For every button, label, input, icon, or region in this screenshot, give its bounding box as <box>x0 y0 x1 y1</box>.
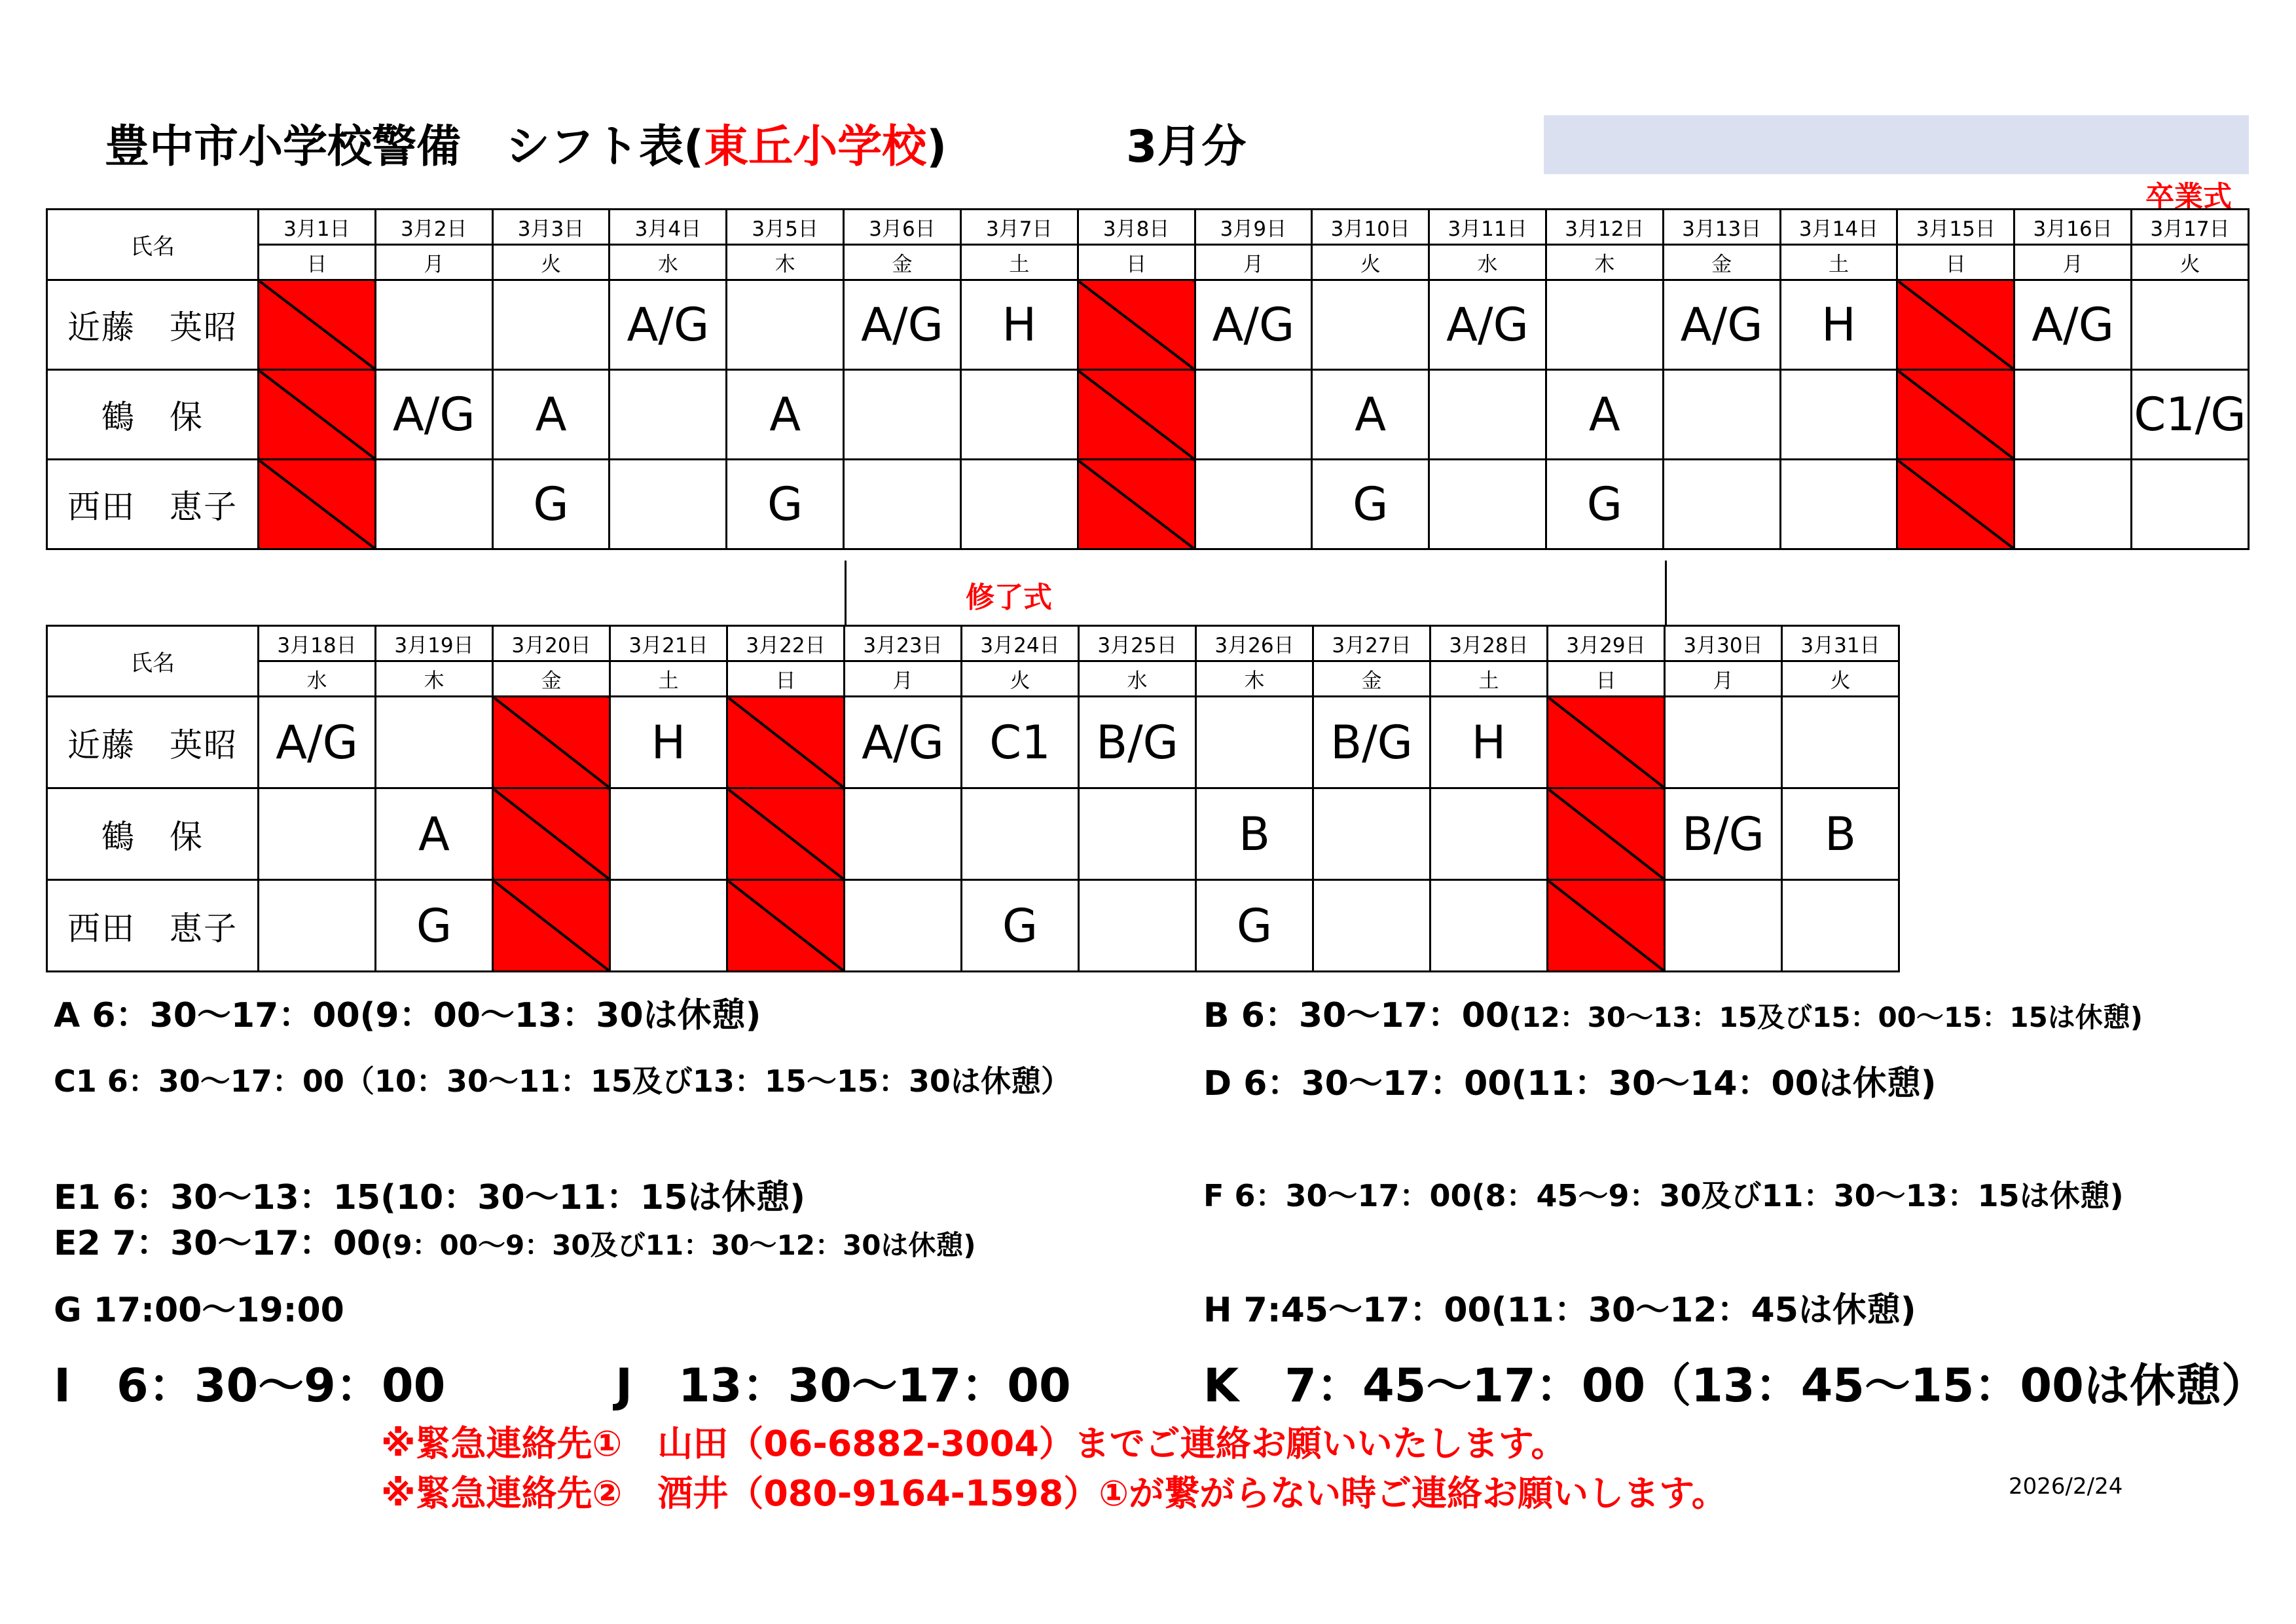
date-header: 3月14日 <box>1780 210 1897 245</box>
date-header: 3月22日 <box>727 626 845 661</box>
shift-cell <box>1663 370 1780 460</box>
shift-cell <box>1429 460 1546 549</box>
shift-cell: H <box>960 280 1078 370</box>
staff-name: 鶴 保 <box>47 370 259 460</box>
page-title <box>105 111 947 175</box>
weekday-header: 日 <box>259 245 376 280</box>
weekday-header: 火 <box>492 245 610 280</box>
weekday-header: 水 <box>1429 245 1546 280</box>
holiday-cell <box>1078 370 1195 460</box>
shift-cell <box>1782 880 1899 972</box>
shift-cell <box>1430 788 1548 880</box>
shift-cell: B/G <box>1079 697 1196 788</box>
shift-cell: A/G <box>375 370 492 460</box>
shift-cell: A <box>1312 370 1429 460</box>
shift-cell <box>960 370 1078 460</box>
shift-table-1 <box>46 208 2250 550</box>
date-header: 3月1日 <box>259 210 376 245</box>
legend-c1: C1 6：30～17：00（10：30～11：15及び13：15～15：30は休憩） <box>54 1063 1071 1099</box>
shift-cell: H <box>1780 280 1897 370</box>
shift-cell: B/G <box>1665 788 1782 880</box>
shift-cell <box>610 460 727 549</box>
legend-k: K 7：45～17：00（13：45～15：00は休憩） <box>1203 1359 2267 1412</box>
shift-cell <box>375 280 492 370</box>
date-header: 3月8日 <box>1078 210 1195 245</box>
shift-cell: C1 <box>962 697 1079 788</box>
shift-cell: A/G <box>610 280 727 370</box>
staff-name: 近藤 英昭 <box>47 697 259 788</box>
weekday-header: 月 <box>1195 245 1312 280</box>
date-header: 3月5日 <box>727 210 844 245</box>
shift-cell <box>1195 370 1312 460</box>
shift-cell <box>492 280 610 370</box>
legend-b <box>1203 987 2143 1037</box>
holiday-cell <box>259 460 376 549</box>
issue-date: 2026/2/24 <box>2009 1473 2123 1500</box>
shift-cell <box>844 370 961 460</box>
weekday-header: 水 <box>259 661 376 697</box>
shift-cell: A/G <box>845 697 962 788</box>
legend-d: D 6：30～17：00(11：30～14：00は休憩) <box>1203 1064 1937 1103</box>
weekday-header: 火 <box>1782 661 1899 697</box>
shift-cell <box>845 788 962 880</box>
shift-cell <box>845 880 962 972</box>
shift-cell: B <box>1782 788 1899 880</box>
date-header: 3月12日 <box>1546 210 1663 245</box>
shift-cell <box>1665 697 1782 788</box>
legend-b-main: B 6：30～17：00 <box>1203 996 1510 1035</box>
shift-cell <box>1430 880 1548 972</box>
date-header: 3月30日 <box>1665 626 1782 661</box>
legend-e1: E1 6：30～13：15(10：30～11：15は休憩) <box>54 1178 806 1217</box>
weekday-header: 水 <box>1079 661 1196 697</box>
shift-cell <box>1546 280 1663 370</box>
shift-cell <box>610 880 727 972</box>
weekday-header: 月 <box>2014 245 2132 280</box>
shift-cell <box>960 460 1078 549</box>
emergency-contact-2: ※緊急連絡先② 酒井（080-9164-1598）①が繋がらない時ご連絡お願いします。 <box>381 1473 1727 1514</box>
shift-cell <box>727 280 844 370</box>
shift-cell: A/G <box>259 697 376 788</box>
holiday-cell <box>1078 280 1195 370</box>
shift-cell: A/G <box>1663 280 1780 370</box>
holiday-cell <box>727 697 845 788</box>
name-header: 氏名 <box>47 626 259 697</box>
shift-cell: C1/G <box>2132 370 2249 460</box>
shift-cell: G <box>727 460 844 549</box>
date-header: 3月17日 <box>2132 210 2249 245</box>
header-shaded-box <box>1544 115 2249 174</box>
weekday-header: 日 <box>1897 245 2014 280</box>
shift-cell: A <box>376 788 493 880</box>
holiday-cell <box>1078 460 1195 549</box>
date-header: 3月11日 <box>1429 210 1546 245</box>
holiday-cell <box>493 880 610 972</box>
weekday-header: 木 <box>376 661 493 697</box>
weekday-header: 日 <box>1078 245 1195 280</box>
graduation-ceremony-label: 卒業式 <box>2145 180 2232 213</box>
shift-cell <box>844 460 961 549</box>
holiday-cell <box>1548 697 1665 788</box>
shift-table-2 <box>46 625 1900 972</box>
shift-cell: G <box>1312 460 1429 549</box>
shift-cell <box>1313 880 1430 972</box>
weekday-header: 木 <box>1196 661 1313 697</box>
shift-cell: A/G <box>1195 280 1312 370</box>
weekday-header: 火 <box>2132 245 2249 280</box>
shift-cell: A <box>1546 370 1663 460</box>
shift-cell: G <box>1196 880 1313 972</box>
school-name: 東丘小学校 <box>704 121 927 173</box>
shift-cell <box>1196 697 1313 788</box>
weekday-header: 土 <box>1780 245 1897 280</box>
shift-cell <box>1429 370 1546 460</box>
shift-cell <box>610 788 727 880</box>
holiday-cell <box>1897 280 2014 370</box>
divider-line-right <box>1665 561 1667 625</box>
legend-a: A 6：30～17：00(9：00～13：30は休憩) <box>54 996 761 1035</box>
shift-cell <box>1780 370 1897 460</box>
shift-cell: G <box>376 880 493 972</box>
shift-cell <box>2014 370 2132 460</box>
legend-g: G 17:00～19:00 <box>54 1291 344 1330</box>
weekday-header: 土 <box>960 245 1078 280</box>
emergency-contact-1: ※緊急連絡先① 山田（06-6882-3004）までご連絡お願いいたします。 <box>381 1423 1567 1464</box>
shift-cell: B/G <box>1313 697 1430 788</box>
holiday-cell <box>493 697 610 788</box>
shift-cell <box>1313 788 1430 880</box>
holiday-cell <box>1897 460 2014 549</box>
staff-name: 近藤 英昭 <box>47 280 259 370</box>
legend-h: H 7:45～17：00(11：30～12：45は休憩) <box>1203 1291 1916 1330</box>
date-header: 3月31日 <box>1782 626 1899 661</box>
weekday-header: 月 <box>845 661 962 697</box>
shift-cell <box>1079 788 1196 880</box>
date-header: 3月10日 <box>1312 210 1429 245</box>
legend-e2 <box>54 1215 976 1264</box>
shift-cell: H <box>1430 697 1548 788</box>
month-label: 3月分 <box>1126 121 1247 173</box>
divider-line-left <box>845 561 847 625</box>
shift-cell <box>1663 460 1780 549</box>
shift-cell: A/G <box>2014 280 2132 370</box>
title-prefix: 豊中市小学校警備 シフト表( <box>105 121 704 173</box>
weekday-header: 土 <box>1430 661 1548 697</box>
holiday-cell <box>1548 880 1665 972</box>
shift-cell <box>1780 460 1897 549</box>
legend-b-note: (12：30～13：15及び15：00～15：15は休憩) <box>1509 1001 2143 1033</box>
shift-cell <box>376 697 493 788</box>
date-header: 3月7日 <box>960 210 1078 245</box>
shift-cell <box>1312 280 1429 370</box>
shift-cell <box>1782 697 1899 788</box>
shift-cell <box>962 788 1079 880</box>
staff-name: 西田 恵子 <box>47 880 259 972</box>
shift-cell: H <box>610 697 727 788</box>
date-header: 3月25日 <box>1079 626 1196 661</box>
date-header: 3月6日 <box>844 210 961 245</box>
weekday-header: 月 <box>375 245 492 280</box>
shift-cell: B <box>1196 788 1313 880</box>
holiday-cell <box>1548 788 1665 880</box>
legend-f: F 6：30～17：00(8：45～9：30及び11：30～13：15は休憩) <box>1203 1178 2124 1213</box>
weekday-header: 火 <box>962 661 1079 697</box>
title-suffix: ) <box>926 121 947 173</box>
shift-cell: G <box>492 460 610 549</box>
weekday-header: 木 <box>727 245 844 280</box>
date-header: 3月24日 <box>962 626 1079 661</box>
shift-cell <box>2132 280 2249 370</box>
date-header: 3月20日 <box>493 626 610 661</box>
weekday-header: 日 <box>1548 661 1665 697</box>
date-header: 3月18日 <box>259 626 376 661</box>
weekday-header: 木 <box>1546 245 1663 280</box>
date-header: 3月29日 <box>1548 626 1665 661</box>
date-header: 3月23日 <box>845 626 962 661</box>
shift-cell <box>1665 880 1782 972</box>
date-header: 3月16日 <box>2014 210 2132 245</box>
weekday-header: 月 <box>1665 661 1782 697</box>
closing-ceremony-label: 修了式 <box>966 581 1052 614</box>
legend-j: J 13：30～17：00 <box>615 1359 1071 1412</box>
weekday-header: 日 <box>727 661 845 697</box>
weekday-header: 土 <box>610 661 727 697</box>
shift-cell <box>1079 880 1196 972</box>
legend-e2-note: (9：00～9：30及び11：30～12：30は休憩) <box>380 1229 976 1261</box>
holiday-cell <box>259 370 376 460</box>
weekday-header: 金 <box>1663 245 1780 280</box>
date-header: 3月15日 <box>1897 210 2014 245</box>
holiday-cell <box>727 880 845 972</box>
date-header: 3月21日 <box>610 626 727 661</box>
holiday-cell <box>259 280 376 370</box>
shift-cell <box>2014 460 2132 549</box>
shift-cell <box>375 460 492 549</box>
date-header: 3月4日 <box>610 210 727 245</box>
shift-cell <box>2132 460 2249 549</box>
date-header: 3月2日 <box>375 210 492 245</box>
legend-e2-main: E2 7：30～17：00 <box>54 1224 381 1263</box>
shift-cell <box>610 370 727 460</box>
date-header: 3月28日 <box>1430 626 1548 661</box>
weekday-header: 金 <box>1313 661 1430 697</box>
shift-cell: G <box>1546 460 1663 549</box>
weekday-header: 水 <box>610 245 727 280</box>
date-header: 3月27日 <box>1313 626 1430 661</box>
date-header: 3月19日 <box>376 626 493 661</box>
staff-name: 西田 恵子 <box>47 460 259 549</box>
shift-cell: A <box>727 370 844 460</box>
date-header: 3月26日 <box>1196 626 1313 661</box>
shift-cell: A <box>492 370 610 460</box>
shift-cell: A/G <box>844 280 961 370</box>
weekday-header: 火 <box>1312 245 1429 280</box>
date-header: 3月9日 <box>1195 210 1312 245</box>
legend-i: I 6：30～9：00 <box>54 1359 446 1412</box>
staff-name: 鶴 保 <box>47 788 259 880</box>
shift-cell <box>259 788 376 880</box>
holiday-cell <box>727 788 845 880</box>
date-header: 3月13日 <box>1663 210 1780 245</box>
weekday-header: 金 <box>493 661 610 697</box>
date-header: 3月3日 <box>492 210 610 245</box>
shift-cell: G <box>962 880 1079 972</box>
weekday-header: 金 <box>844 245 961 280</box>
holiday-cell <box>493 788 610 880</box>
shift-cell <box>1195 460 1312 549</box>
holiday-cell <box>1897 370 2014 460</box>
shift-cell <box>259 880 376 972</box>
name-header: 氏名 <box>47 210 259 280</box>
shift-cell: A/G <box>1429 280 1546 370</box>
